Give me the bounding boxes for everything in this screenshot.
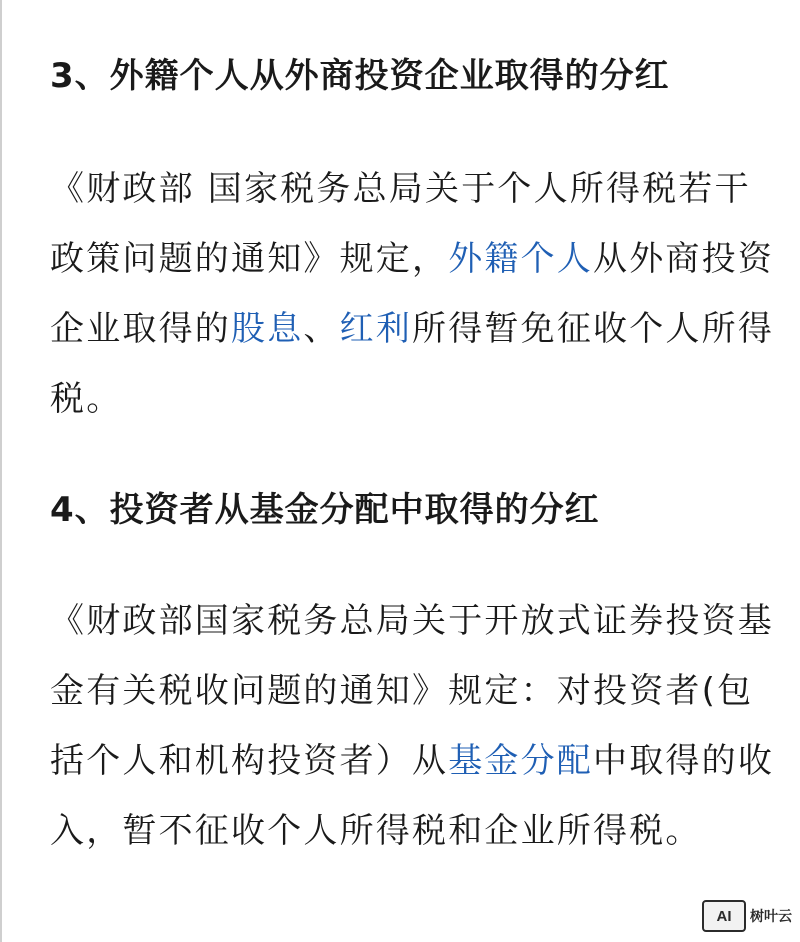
section-3-text-2: 从外商投资企业取得的 (50, 239, 775, 349)
ai-logo-icon: AI (702, 900, 746, 932)
link-dividend[interactable]: 股息 (231, 309, 304, 349)
section-4-paragraph (50, 586, 778, 866)
watermark (702, 900, 792, 932)
section-3-text-3: 所得暂免征收个人所得税。 (50, 309, 775, 419)
separator: 、 (303, 309, 340, 349)
section-3-heading: 3、外籍个人从外商投资企业取得的分红 (50, 56, 670, 96)
section-3-paragraph (50, 154, 778, 434)
section-4-text-1: 《财政部国家税务总局关于开放式证券投资基金有关税收问题的通知》规定：对投资者(包括个人和机构投资者）从 (50, 601, 774, 781)
section-3-text-1: 《财政部 国家税务总局关于个人所得税若干政策问题的通知》规定， (50, 169, 751, 279)
section-4-heading: 4、投资者从基金分配中取得的分红 (50, 490, 600, 530)
link-foreign-individual[interactable]: 外籍个人 (448, 239, 594, 279)
watermark-text: 树叶云 (750, 909, 792, 925)
article-content (50, 48, 778, 866)
section-4-text-2: 中取得的收入，暂不征收个人所得税和企业所得税。 (50, 741, 775, 851)
left-border (0, 0, 2, 942)
link-bonus[interactable]: 红利 (339, 309, 413, 349)
link-fund-distribution[interactable]: 基金分配 (448, 741, 594, 781)
